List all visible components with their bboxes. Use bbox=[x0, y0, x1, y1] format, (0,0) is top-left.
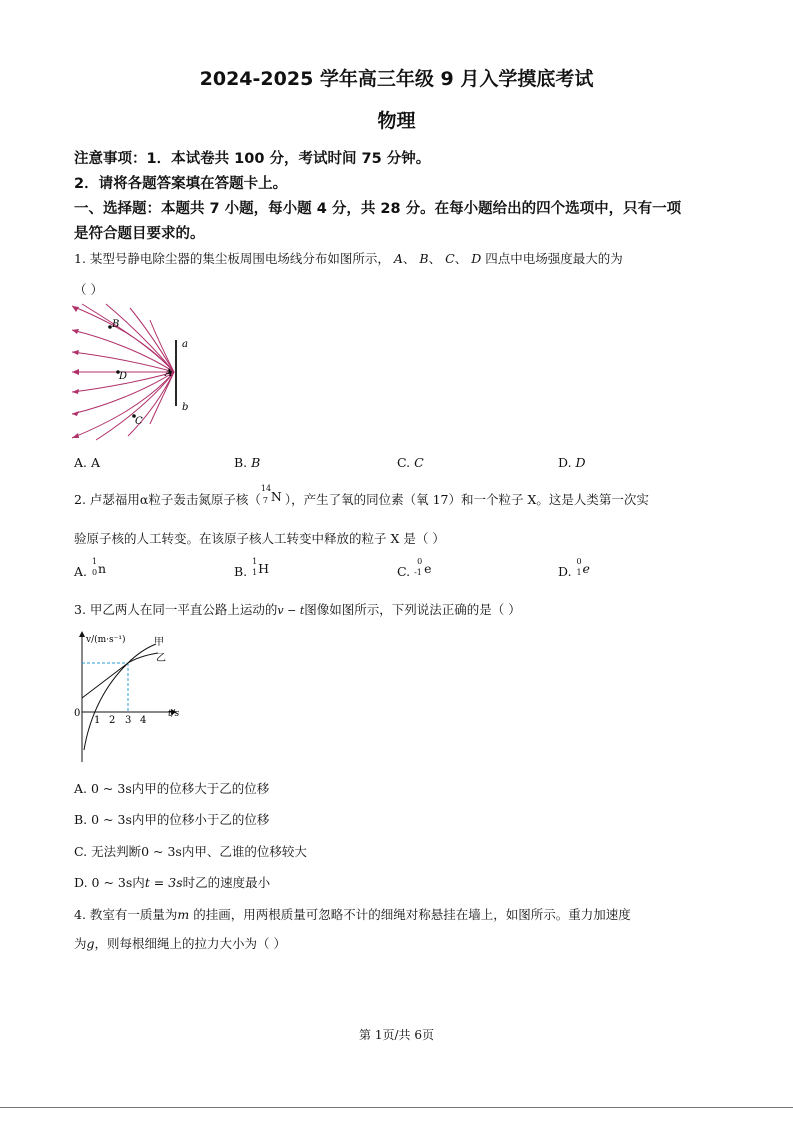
q1-point-b: B bbox=[419, 251, 429, 266]
nuclide-number: -1 bbox=[414, 568, 422, 577]
nuclide bbox=[576, 557, 596, 577]
q1-stem bbox=[74, 249, 623, 267]
label-point-d: D bbox=[119, 371, 128, 382]
exam-title: 2024-2025 学年高三年级 9 月入学摸底考试 bbox=[199, 68, 594, 90]
option-key: D. bbox=[558, 455, 572, 470]
page-bottom-divider bbox=[0, 1107, 793, 1108]
nuclide-number: 1 bbox=[576, 568, 582, 577]
field-arrow bbox=[72, 433, 79, 438]
nuclide-symbol: e bbox=[424, 561, 432, 576]
q3-option-b[interactable] bbox=[74, 810, 269, 828]
page-number: 第 1页/共 6页 bbox=[359, 1028, 434, 1042]
q1-stem-text: 1. 某型号静电除尘器的集尘板周围电场线分布如图所示， bbox=[74, 251, 390, 266]
option-key: B. bbox=[234, 455, 248, 470]
label-a: a bbox=[182, 339, 188, 350]
q4-text: 的挂画，用两根质量可忽略不计的细绳对称悬挂在墙上，如图所示。重力加速度 bbox=[193, 907, 631, 922]
x-tick-4: 4 bbox=[140, 715, 147, 726]
option-key: A. bbox=[74, 781, 88, 796]
nuclide-number: 0 bbox=[92, 568, 98, 577]
nuclide bbox=[251, 557, 271, 577]
option-key: A. bbox=[74, 564, 88, 579]
q1-point-d: D bbox=[471, 251, 482, 266]
nuclide-mass: 0 bbox=[417, 557, 423, 566]
curve-jia bbox=[84, 644, 156, 750]
option-key: C. bbox=[397, 455, 411, 470]
q4-text: 为 bbox=[74, 936, 87, 951]
gravity-symbol: g bbox=[86, 936, 95, 951]
q2-option-a[interactable] bbox=[74, 557, 111, 579]
field-line bbox=[72, 330, 174, 372]
q1-point-c: C bbox=[445, 251, 455, 266]
nuclide-symbol: N bbox=[270, 489, 282, 504]
nuclide-mass: 0 bbox=[576, 557, 582, 566]
field-line bbox=[82, 304, 174, 372]
option-text: 内甲、乙谁的位移较大 bbox=[181, 844, 307, 859]
option-text: 内甲的位移大于乙的位移 bbox=[131, 781, 270, 796]
q2-text: ），产生了氧的同位素（氧 17）和一个粒子 X。这是人类第一次实 bbox=[284, 492, 649, 507]
q4-stem-line-1 bbox=[74, 905, 631, 923]
nuclide-symbol: H bbox=[258, 561, 270, 576]
nitrogen-nuclide bbox=[260, 484, 285, 505]
q1-point-a: A bbox=[393, 251, 403, 266]
option-key: C. bbox=[74, 844, 88, 859]
q2-text: 2. 卢瑟福用 bbox=[74, 492, 140, 507]
label-point-b: B bbox=[112, 319, 120, 330]
nuclide-number: 7 bbox=[262, 496, 268, 505]
option-text: 内 bbox=[132, 875, 145, 890]
q3-option-a[interactable] bbox=[74, 779, 269, 797]
nuclide-number: 1 bbox=[252, 568, 258, 577]
option-text: 内甲的位移小于乙的位移 bbox=[131, 812, 270, 827]
option-value: C bbox=[414, 455, 424, 470]
q3-stem bbox=[74, 600, 521, 618]
nuclide-symbol: e bbox=[582, 561, 590, 576]
option-range: 0 ~ 3s bbox=[91, 875, 133, 890]
q3-option-d[interactable] bbox=[74, 873, 270, 891]
option-range: 0 ~ 3s bbox=[141, 844, 182, 859]
vt-symbol: v − t bbox=[277, 604, 305, 617]
q1-sep: 、 bbox=[402, 251, 416, 266]
label-jia: 甲 bbox=[154, 637, 164, 648]
option-key: C. bbox=[397, 564, 411, 579]
field-arrow bbox=[72, 369, 79, 375]
option-time: t = 3s bbox=[144, 875, 183, 890]
option-key: A. bbox=[74, 455, 88, 470]
x-axis-label: t/s bbox=[168, 709, 180, 719]
q1-option-c[interactable] bbox=[397, 455, 424, 470]
label-point-c: C bbox=[135, 416, 143, 427]
q2-stem-line-1 bbox=[74, 484, 649, 508]
q1-paren: （ ） bbox=[74, 282, 103, 297]
q2-option-c[interactable] bbox=[397, 557, 436, 579]
q1-stem-text-2: 四点中电场强度最大的为 bbox=[485, 251, 623, 266]
field-line bbox=[150, 372, 174, 424]
label-b: b bbox=[182, 402, 189, 413]
q4-stem-line-2 bbox=[74, 934, 286, 952]
nuclide-symbol: n bbox=[98, 561, 107, 576]
mass-symbol: m bbox=[177, 907, 190, 922]
x-tick-2: 2 bbox=[109, 715, 116, 726]
nuclide bbox=[91, 557, 111, 577]
nuclide bbox=[414, 557, 436, 577]
field-line bbox=[150, 320, 174, 372]
subject-title: 物理 bbox=[377, 110, 416, 132]
option-value: A bbox=[91, 455, 101, 470]
q1-sep: 、 bbox=[428, 251, 442, 266]
alpha-symbol: α bbox=[139, 492, 149, 507]
q4-text: 4. 教室有一质量为 bbox=[74, 907, 178, 922]
q1-field-figure bbox=[66, 300, 206, 442]
q2-stem-line-2: 验原子核的人工转变。在该原子核人工转变中释放的粒子 X 是（ ） bbox=[74, 531, 445, 546]
nuclide-mass: 14 bbox=[260, 484, 272, 493]
q3-text: 3. 甲乙两人在同一平直公路上运动的 bbox=[74, 602, 278, 617]
x-tick-3: 3 bbox=[125, 715, 132, 726]
label-yi: 乙 bbox=[156, 653, 166, 664]
option-key: B. bbox=[234, 564, 248, 579]
q1-option-b[interactable] bbox=[234, 455, 260, 470]
q1-option-a[interactable] bbox=[74, 455, 100, 470]
notice-line-2: 2．请将各题答案填在答题卡上。 bbox=[74, 176, 288, 192]
option-value: D bbox=[575, 455, 586, 470]
option-text: 无法判断 bbox=[91, 844, 142, 859]
notice-line-1: 注意事项：1．本试卷共 100 分，考试时间 75 分钟。 bbox=[74, 151, 431, 167]
option-key: D. bbox=[74, 875, 88, 890]
option-key: B. bbox=[74, 812, 88, 827]
q1-sep: 、 bbox=[454, 251, 468, 266]
origin-label: 0 bbox=[74, 708, 81, 719]
q3-vt-figure bbox=[66, 628, 196, 768]
nuclide-mass: 1 bbox=[252, 557, 258, 566]
q2-option-b[interactable] bbox=[234, 557, 271, 579]
x-tick-1: 1 bbox=[94, 715, 101, 726]
nuclide-mass: 1 bbox=[92, 557, 98, 566]
q2-text: 粒子轰击氮原子核（ bbox=[148, 492, 261, 507]
field-arrow bbox=[72, 350, 79, 355]
option-text: 时乙的速度最小 bbox=[182, 875, 271, 890]
label-point-a: A bbox=[165, 368, 173, 379]
q3-text: 图像如图所示，下列说法正确的是（ ） bbox=[304, 602, 521, 617]
q3-option-c[interactable] bbox=[74, 842, 307, 860]
option-value: B bbox=[251, 455, 261, 470]
y-axis-label: v/(m·s⁻¹) bbox=[86, 635, 126, 645]
option-range: 0 ~ 3s bbox=[91, 781, 132, 796]
section-1-heading-cont: 是符合题目要求的。 bbox=[74, 226, 205, 242]
q1-option-d[interactable] bbox=[558, 455, 586, 470]
section-1-heading: 一、选择题：本题共 7 小题，每小题 4 分，共 28 分。在每小题给出的四个选项中，只有一项 bbox=[74, 201, 682, 217]
option-range: 0 ~ 3s bbox=[91, 812, 132, 827]
q4-text: ，则每根细绳上的拉力大小为（ ） bbox=[94, 936, 287, 951]
option-key: D. bbox=[558, 564, 572, 579]
line-yi bbox=[82, 653, 158, 698]
q2-option-d[interactable] bbox=[558, 557, 596, 579]
